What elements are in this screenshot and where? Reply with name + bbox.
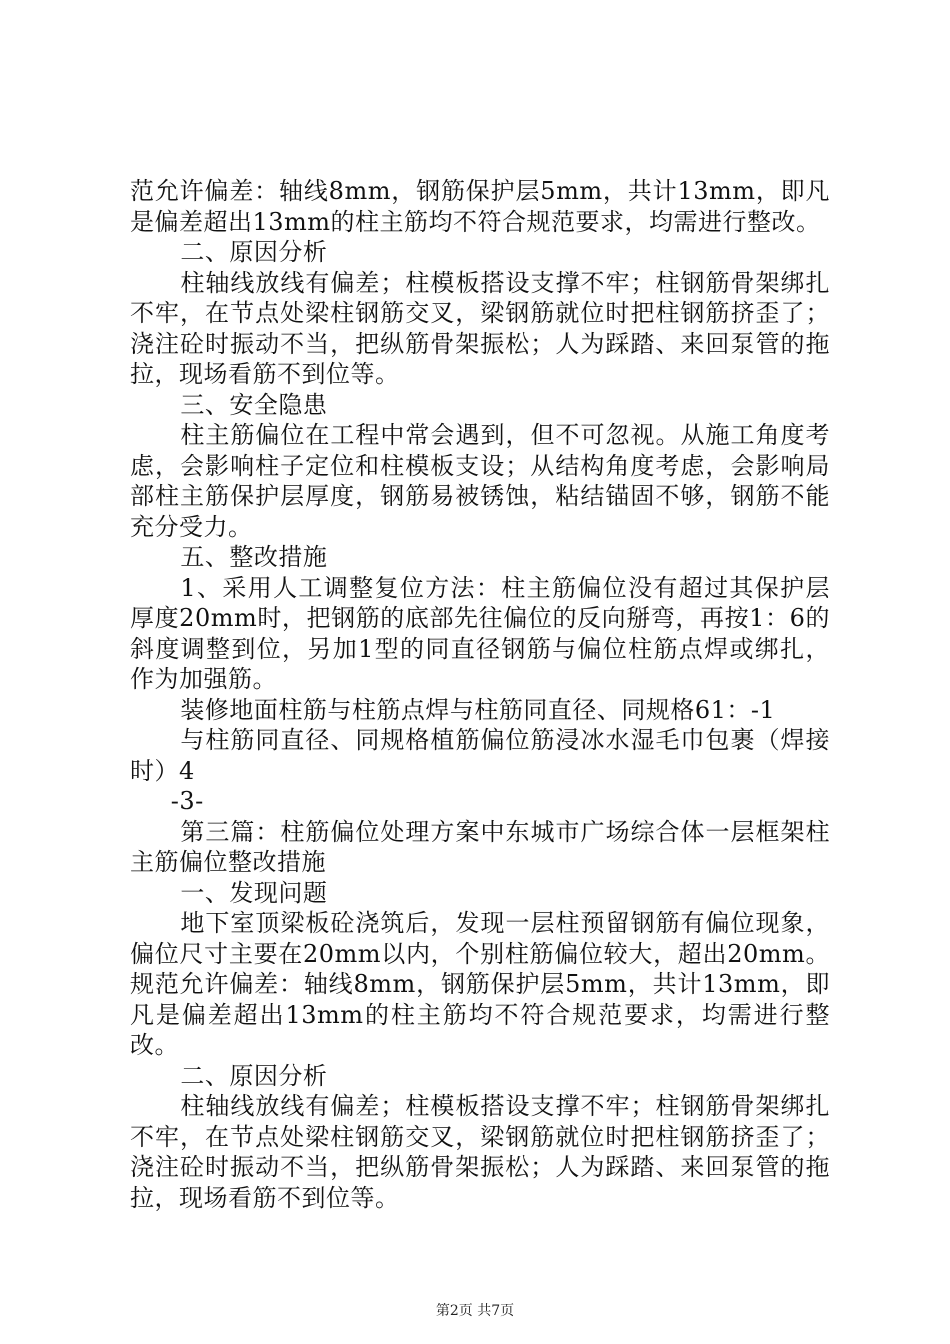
paragraph-cause-analysis-2: 柱轴线放线有偏差；柱模板搭设支撑不牢；柱钢筋骨架绑扎不牢，在节点处梁柱钢筋交叉，梁钢筋就位时把柱钢筋挤歪了；浇注砼时振动不当，把纵筋骨架振松；人为踩踏、来回泵管的拖拉，现场看筋不到位等。 <box>130 1092 830 1212</box>
paragraph-continued: 范允许偏差：轴线8mm，钢筋保护层5mm，共计13mm，即凡是偏差超出13mm的柱主筋均不符合规范要求，均需进行整改。 <box>130 177 830 236</box>
page-footer: 第2页 共7页 <box>435 1303 515 1319</box>
section-heading-problem-found: 一、发现问题 <box>180 878 328 907</box>
section-heading-safety-hazards: 三、安全隐患 <box>180 390 328 419</box>
document-body <box>130 176 830 1213</box>
section-heading-rectification: 五、整改措施 <box>180 543 328 571</box>
paragraph-safety-hazards: 柱主筋偏位在工程中常会遇到，但不可忽视。从施工角度考虑，会影响柱子定位和柱模板支设；从结构角度考虑，会影响局部柱主筋保护层厚度，钢筋易被锈蚀，粘结锚固不够，钢筋不能充分受力。 <box>130 421 830 541</box>
paragraph-problem-found: 地下室顶梁板砼浇筑后，发现一层柱预留钢筋有偏位现象，偏位尺寸主要在20mm以内，个别柱筋偏位较大，超出20mm。规范允许偏差：轴线8mm，钢筋保护层5mm，共计13mm，即凡是偏差超出13mm的柱主筋均不符合规范要求，均需进行整改。 <box>130 909 830 1059</box>
paragraph-figure-caption-2: 与柱筋同直径、同规格植筋偏位筋浸冰水湿毛巾包裹（焊接时）4 <box>130 726 830 785</box>
paragraph-rectification-method: 1、采用人工调整复位方法：柱主筋偏位没有超过其保护层厚度20mm时，把钢筋的底部先往偏位的反向掰弯，再按1：6的斜度调整到位，另加1型的同直径钢筋与偏位柱筋点焊或绑扎，作为加强筋。 <box>130 573 830 693</box>
inner-page-number: -3- <box>170 787 204 815</box>
section-heading-cause-analysis-2: 二、原因分析 <box>180 1061 328 1090</box>
paragraph-figure-caption-1: 装修地面柱筋与柱筋点焊与柱筋同直径、同规格61：-1 <box>180 695 776 724</box>
paragraph-cause-analysis: 柱轴线放线有偏差；柱模板搭设支撑不牢；柱钢筋骨架绑扎不牢，在节点处梁柱钢筋交叉，梁钢筋就位时把柱钢筋挤歪了；浇注砼时振动不当，把纵筋骨架振松；人为踩踏、来回泵管的拖拉，现场看筋不到位等。 <box>130 268 830 388</box>
section-heading-cause-analysis: 二、原因分析 <box>180 238 328 266</box>
chapter-title: 第三篇：柱筋偏位处理方案中东城市广场综合体一层框架柱主筋偏位整改措施 <box>130 817 830 876</box>
